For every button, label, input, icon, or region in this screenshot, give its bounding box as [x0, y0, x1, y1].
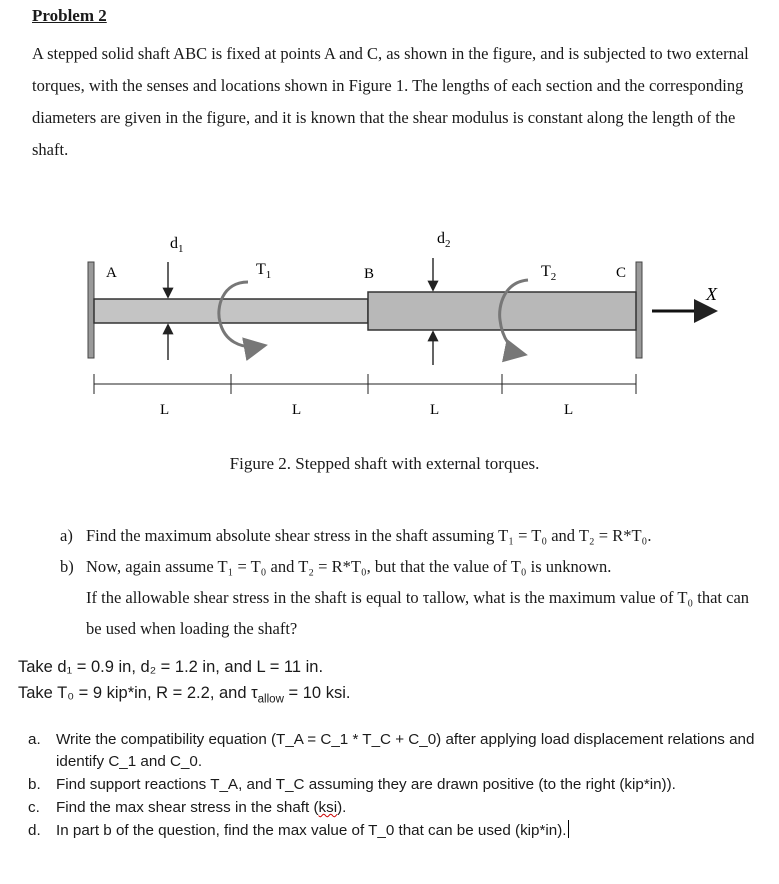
right-wall — [636, 262, 642, 358]
task-item: c. Find the max shear stress in the shaft (ksi). — [28, 799, 347, 816]
label-d1: $d_1$ — [170, 235, 184, 255]
label-t1: $T_1$ — [256, 261, 272, 281]
given-line-2: Take T₀ = 9 kip*in, R = 2.2, and $\tau_{allow} = 10$ ksi. — [18, 684, 351, 706]
question-item: a) Find the maximum absolute shear stress in the shaft assuming T₁ = T₀ and T₂ = R*T₀. — [60, 526, 652, 545]
label-l-3: L — [430, 402, 440, 418]
left-wall — [88, 262, 94, 358]
problem-intro: A stepped solid shaft ABC is fixed at points A and C, as shown in the figure, and is subjected to two external torques, with the senses and locations shown in Figure 1. The lengths of each section and the corresponding diameters are given in the figure, and it is known that the shear modulus is constant along the length of the shaft. — [32, 44, 749, 159]
shaft-section-ab — [94, 299, 368, 323]
question-item: b) Now, again assume T₁ = T₀ and T₂ = R*T₀, but that the value of T₀ is unknown. If the allowable shear stress in the shaft is equal to τallow, what is the maximum value of T₀ that can be used when loading the shaft? — [60, 557, 750, 638]
figure-caption: Figure 2. Stepped shaft with external torques. — [229, 454, 540, 473]
label-l-1: L — [160, 402, 170, 418]
problem-heading: Problem 2 — [32, 6, 107, 25]
label-d2: $d_2$ — [437, 230, 451, 250]
task-list — [28, 729, 758, 843]
label-l-4: L — [564, 402, 574, 418]
label-a: A — [106, 265, 117, 281]
task-item[interactable]: d. In part b of the question, find the max value of T_0 that can be used (kip*in). — [28, 822, 567, 839]
given-line-1: Take d₁ = 0.9 in, d₂ = 1.2 in, and L = 11 in. — [18, 658, 324, 676]
task-item: a. Write the compatibility equation (T_A = C_1 * T_C + C_0) after applying load displacement relations and identify C_1 and C_0. — [28, 731, 755, 770]
label-l-2: L — [292, 402, 302, 418]
task-item: b. Find support reactions T_A, and T_C assuming they are drawn positive (to the right (kip*in)). — [28, 776, 676, 793]
label-x: X — [706, 284, 717, 304]
given-values — [18, 654, 350, 712]
question-list — [60, 520, 750, 644]
shaft-figure — [0, 200, 779, 440]
label-t2: $T_2$ — [541, 263, 557, 283]
text-cursor — [568, 820, 569, 838]
label-c: C — [616, 265, 627, 281]
label-b: B — [364, 266, 375, 282]
